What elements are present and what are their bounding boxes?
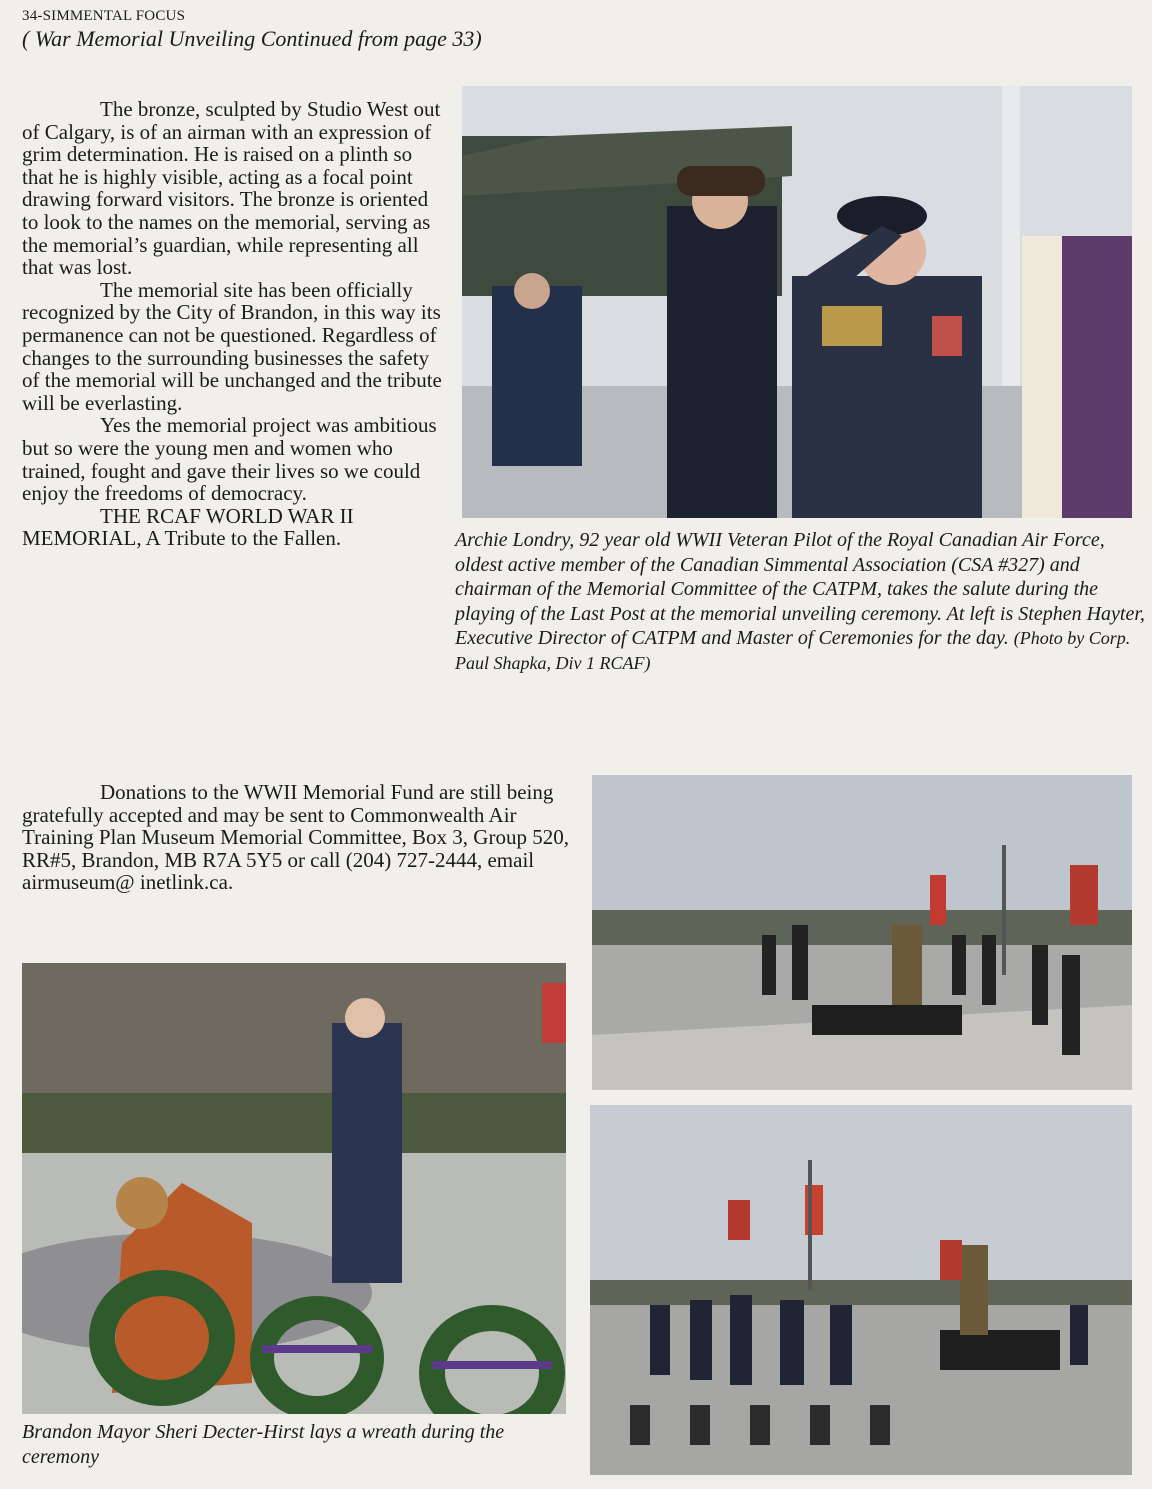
caption-wreath: Brandon Mayor Sheri Decter-Hirst lays a wreath during the ceremony	[22, 1421, 505, 1468]
veteran-salute-image	[462, 86, 1132, 518]
continued-from-line: ( War Memorial Unveiling Continued from page 33)	[22, 26, 482, 51]
paragraph-site: The memorial site has been officially recognized by the City of Brandon, in this way its permanence can not be questioned. Regardless of changes to the surrounding businesses the safety of the memorial will be unchanged and the tribute will be everlasting.	[22, 277, 442, 415]
article-column-donations	[22, 781, 582, 894]
color-party-image	[590, 1105, 1132, 1475]
paragraph-ambitious: Yes the memorial project was ambitious but so were the young men and women who trained, fought and gave their lives so we could enjoy the freedoms of democracy.	[22, 413, 437, 506]
photo-credit: (Photo by Corp. Paul Shapka, Div 1 RCAF)	[455, 628, 1131, 673]
photo-color-party	[590, 1105, 1132, 1475]
photo-veteran-salute	[462, 86, 1132, 518]
article-column-left	[22, 98, 446, 550]
paragraph-donations: Donations to the WWII Memorial Fund are still being gratefully accepted and may be sent to Commonwealth Air Training Plan Museum Memorial Committee, Box 3, Group 520, RR#5, Brandon, MB R7A 5Y5 or call (204) 727-2444, email airmuseum@ inetlink.ca.	[22, 780, 569, 895]
ceremony-wide-image	[592, 775, 1132, 1090]
wreath-laying-image	[22, 963, 566, 1414]
caption-veteran-text: Archie Londry, 92 year old WWII Veteran Pilot of the Royal Canadian Air Force, oldest active member of the Canadian Simmental Association (CSA #327) and chairman of the Memorial Committee of the CATPM, takes the salute during the playing of the Last Post at the memorial unveiling ceremony. At left is Stephen Hayter, Executive Director of CATPM and Master of Ceremonies for the day.	[455, 529, 1145, 650]
caption-veteran-salute	[455, 528, 1145, 676]
photo-wreath-laying	[22, 963, 566, 1414]
running-head: 34-SIMMENTAL FOCUS	[22, 8, 186, 24]
paragraph-memorial-title: THE RCAF WORLD WAR II MEMORIAL, A Tribute to the Fallen.	[22, 503, 354, 551]
photo-ceremony-wide	[592, 775, 1132, 1090]
paragraph-bronze: The bronze, sculpted by Studio West out of Calgary, is of an airman with an expression of grim determination. He is raised on a plinth so that he is highly visible, acting as a focal point drawing forward visitors. The bronze is oriented to look to the names on the memorial, serving as the memorial’s guardian, while representing all that was lost.	[22, 97, 441, 280]
